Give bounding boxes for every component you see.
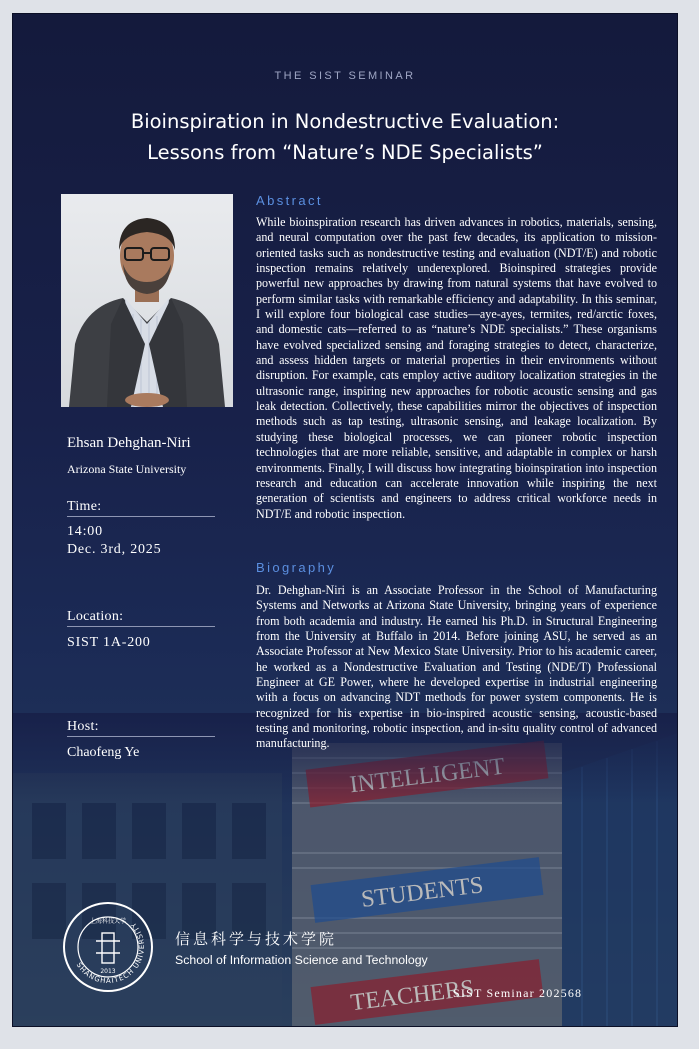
biography-heading: Biography <box>256 560 337 575</box>
time-value: 14:00 <box>67 524 103 539</box>
svg-text:上海科技大学: 上海科技大学 <box>89 918 127 925</box>
time-label: Time: <box>67 499 215 517</box>
seminar-poster <box>12 13 678 1027</box>
seminar-kicker: THE SIST SEMINAR <box>274 70 416 82</box>
title-line-1: Bioinspiration in Nondestructive Evaluation: <box>130 110 560 133</box>
svg-text:TEACHERS: TEACHERS <box>349 975 476 1017</box>
svg-text:2013: 2013 <box>100 968 116 975</box>
abstract-text: While bioinspiration research has driven advances in robotics, materials, sensing, and neural computation over the past few decades, its application to mission-oriented tasks such as nondestructive testing and evaluation (NDT/E) and robotic inspection remains relatively underexplored. Bioinspired strategies provide powerful new approaches by drawing from natural systems that have evolved to perform similar tasks with remarkable efficiency and adaptability. In this seminar, I will explore four biological case studies—aye-ayes, termites, red/arctic foxes, and domestic cats—referred to as “nature’s NDE specialists.” These organisms have evolved specialized sensing and foraging strategies to detect, characterize, and assess hidden targets or material properties in their environments without disruption. For example, cats employ active auditory localization strategies in the ultrasonic range, inspiring new approaches for robotic acoustic sensing and gas leak detection. Collectively, these capabilities mirror the objectives of inspection methods such as tap testing, ultrasonic sensing, and leakage localization. By studying these biological processes, we can pioneer robotic inspection technologies that are more reliable, sensitive, and adaptable in complex or harsh environments. Finally, I will discuss how integrating bioinspiration into inspection research and education can accelerate innovation while inspiring the next generation of scientists and engineers to address critical workforce needs in NDT/E and robotic inspection. <box>256 215 657 521</box>
title-line-2: Lessons from “Nature’s NDE Specialists” <box>147 141 543 164</box>
abstract-heading: Abstract <box>256 193 323 208</box>
location-value: SIST 1A-200 <box>67 635 151 650</box>
date-value: Dec. 3rd, 2025 <box>67 542 162 557</box>
seminar-title <box>42 106 648 168</box>
speaker-name: Ehsan Dehghan-Niri <box>67 435 191 451</box>
school-name-english: School of Information Science and Technology <box>175 953 428 967</box>
seminar-series-number: SIST Seminar 202568 <box>453 986 583 1000</box>
host-value: Chaofeng Ye <box>67 745 140 760</box>
speaker-affiliation: Arizona State University <box>67 462 187 476</box>
biography-text: Dr. Dehghan-Niri is an Associate Professor in the School of Manufacturing Systems and Networks at Arizona State University, bringing years of experience from both academia and industry. He earned his Ph.D. in Structural Engineering from the University at Buffalo in 2014. Before joining ASU, he served as an Associate Professor at New Mexico State University. Prior to his academic career, he worked as a Nondestructive Evaluation and Testing (NDE/T) Professional Engineer at GE Power, where he developed expertise in industrial engineering with a focus on advancing NDT methods for power system components. He is recognized for his expertise in bio-inspired acoustic sensing, acoustic-based testing and monitoring, robotic inspection, and in-situ quality control of advanced manufacturing. <box>256 583 657 751</box>
location-label: Location: <box>67 609 215 627</box>
shanghaitech-logo <box>62 901 154 993</box>
school-name-chinese: 信息科学与技术学院 <box>175 930 338 948</box>
svg-text:STUDENTS: STUDENTS <box>359 872 485 913</box>
host-label: Host: <box>67 719 215 737</box>
svg-text:SHANGHAITECH UNIVERSITY: SHANGHAITECH UNIVERSITY <box>74 920 147 986</box>
speaker-photo <box>61 194 233 407</box>
